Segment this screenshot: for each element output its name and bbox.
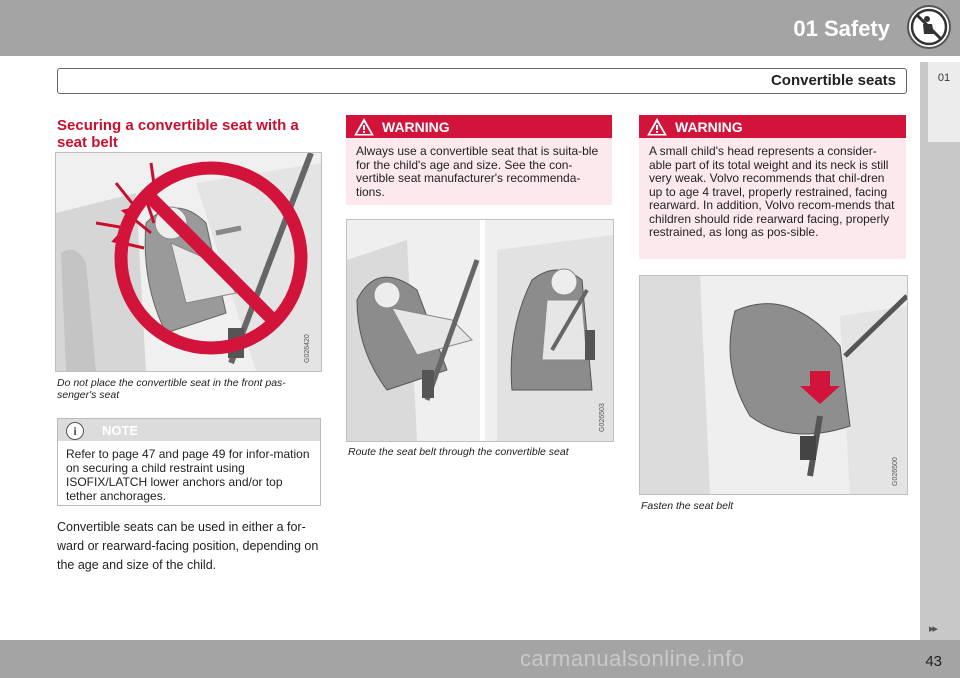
figure-fasten-seat-belt — [639, 275, 908, 495]
note-box — [57, 418, 321, 506]
figure-route-seat-belt — [346, 219, 614, 442]
section-heading: Securing a convertible seat with a seat belt — [57, 117, 299, 151]
info-icon: i — [66, 422, 84, 440]
note-label: NOTE — [102, 423, 139, 438]
figure-caption: Do not place the convertible seat in the front pas-senger's seat — [57, 377, 286, 401]
bottom-footer-bar — [0, 640, 960, 678]
chapter-side-tab — [920, 62, 960, 642]
warning-text: A small child's head represents a consider-able part of its total weight and its neck is still very weak. Volvo recommends that chil-dren up to age 4 travel, properly restrained, facing rearward. In addition, Volvo recom-mends that children should ride rearward facing, properly restrained, as long as pos-sible. — [649, 144, 895, 239]
page-number: 43 — [925, 653, 942, 670]
note-text: Refer to page 47 and page 49 for infor-mation on securing a child restraint using ISOFIX/LATCH lower anchors and/or top tether anchorages. — [66, 447, 310, 503]
next-page-arrows[interactable]: ▸▸ — [928, 623, 936, 635]
warning-box — [639, 115, 906, 259]
figure-code: G026420 — [304, 334, 311, 363]
warning-header — [639, 115, 906, 138]
warning-header — [346, 115, 612, 138]
warning-label: WARNING — [382, 119, 450, 135]
figure-caption: Fasten the seat belt — [641, 500, 734, 512]
watermark-text: carmanualsonline.info — [520, 646, 745, 671]
figure-code: G026503 — [599, 403, 606, 432]
body-paragraph: Convertible seats can be used in either a for-ward or rearward-facing position, depending on the age and size of the child. — [57, 520, 319, 572]
warning-triangle-icon — [354, 118, 374, 136]
fasten-belt-illustration — [640, 276, 907, 494]
figure-code: G026500 — [892, 457, 899, 486]
section-title-box — [57, 68, 907, 94]
warning-text: Always use a convertible seat that is suita-ble for the child's age and size. See the con-vertible seat manufacturer's recommenda-tions. — [356, 144, 599, 199]
warning-label: WARNING — [675, 119, 743, 135]
note-header — [58, 419, 320, 441]
section-title: Convertible seats — [770, 72, 896, 89]
warning-box — [346, 115, 612, 205]
chapter-side-tab-label: 01 — [937, 72, 951, 84]
figure-caption: Route the seat belt through the convertible seat — [348, 446, 569, 458]
warning-triangle-icon — [647, 118, 667, 136]
seatbelt-prohibited-icon — [906, 4, 952, 50]
front-seat-illustration — [56, 153, 321, 371]
route-belt-illustration — [347, 220, 613, 441]
figure-front-seat-prohibited — [55, 152, 322, 372]
chapter-title: 01 Safety — [793, 16, 890, 41]
